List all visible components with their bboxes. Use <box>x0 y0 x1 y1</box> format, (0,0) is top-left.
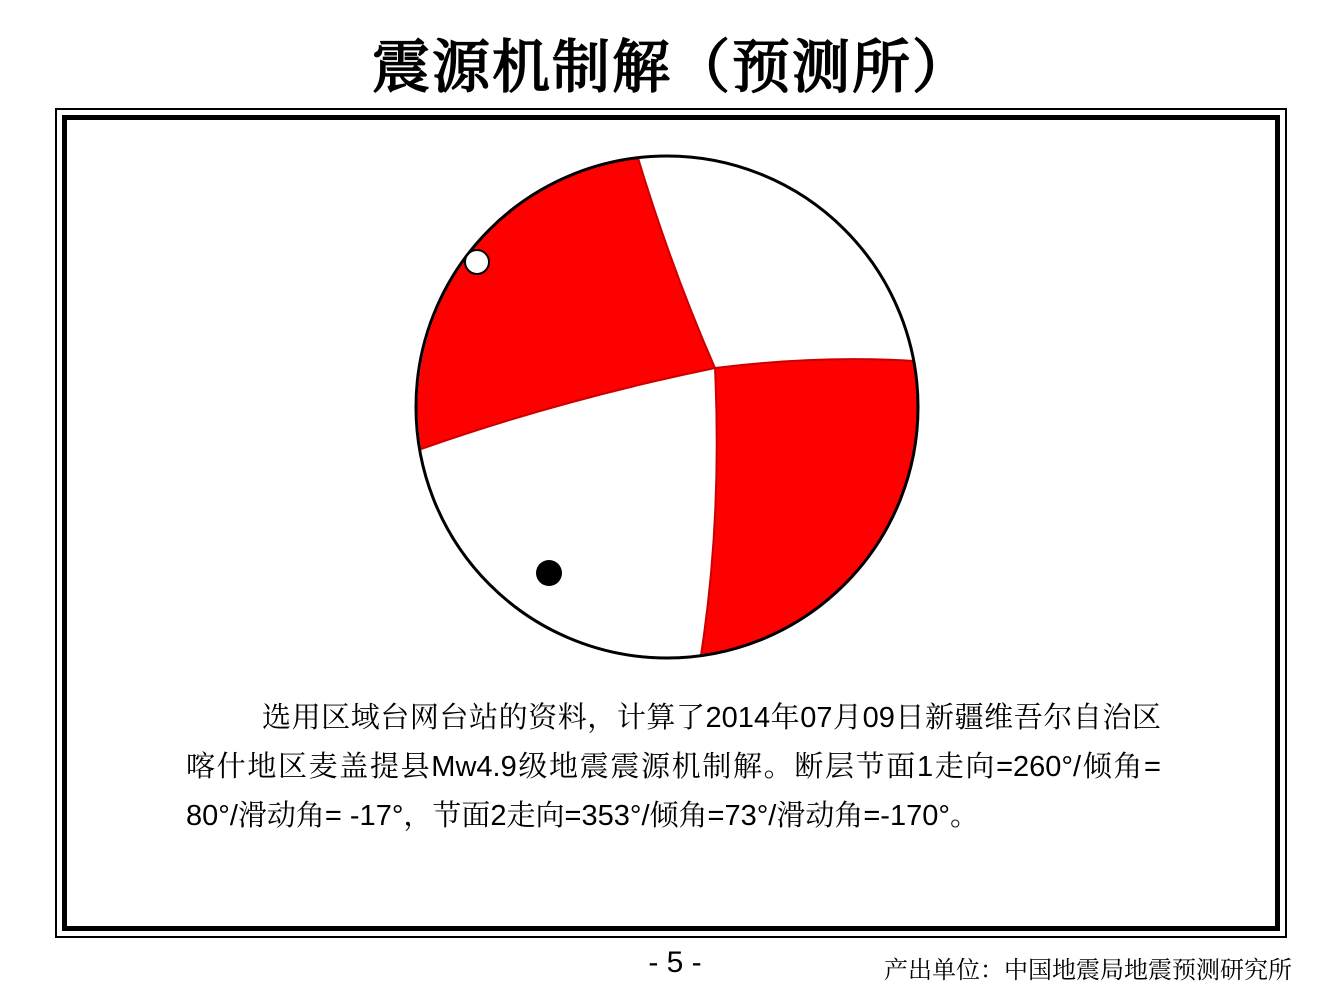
t-axis-marker <box>536 560 562 586</box>
mechanism-description: 选用区域台网台站的资料，计算了2014年07月09日新疆维吾尔自治区喀什地区麦盖提县Mw4.9级地震震源机制解。断层节面1走向=260°/倾角= 80°/滑动角= -17°，节面2走向=353°/倾角=73°/滑动角=-170°。 <box>186 702 1161 832</box>
page-title: 震源机制解（预测所） <box>371 33 972 101</box>
page-number: - 5 - <box>648 946 702 979</box>
compression-quadrant-se <box>701 359 918 655</box>
p-axis-marker <box>465 250 489 274</box>
focal-mechanism-beachball <box>400 140 940 680</box>
producer-credit: 产出单位：中国地震局地震预测研究所 <box>884 956 1292 984</box>
